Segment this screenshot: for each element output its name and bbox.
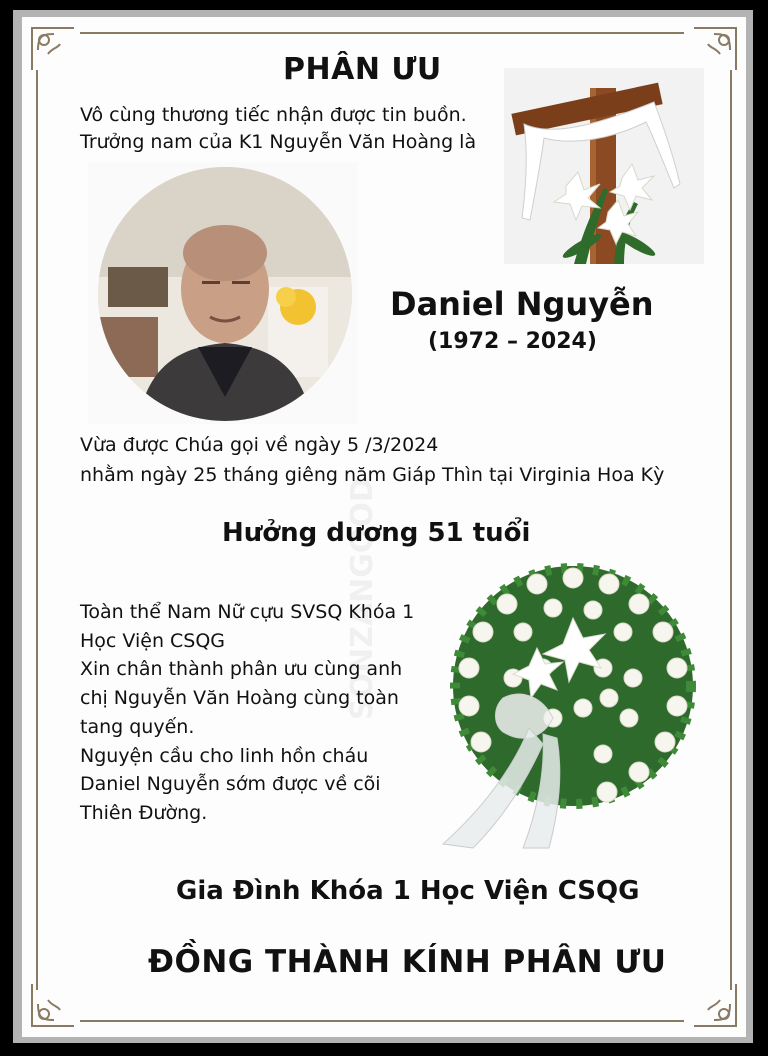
border-right-line: [730, 70, 732, 990]
watermark: SONZANGOOD: [345, 477, 380, 720]
condolence-message: [80, 598, 414, 828]
message-line: tang quyến.: [80, 715, 195, 738]
message-line: Toàn thể Nam Nữ cựu SVSQ Khóa 1: [80, 601, 415, 623]
cross-with-lilies-image: [504, 68, 704, 264]
passing-line-2: nhằm ngày 25 tháng giêng năm Giáp Thìn tại Virginia Hoa Kỳ: [80, 464, 665, 486]
intro-text: [80, 102, 476, 156]
flower-wreath-image: [433, 548, 703, 850]
closing-heading: ĐỒNG THÀNH KÍNH PHÂN ƯU: [148, 944, 667, 980]
border-bottom-line: [80, 1020, 684, 1022]
family-signature: Gia Đình Khóa 1 Học Viện CSQG: [176, 876, 640, 906]
message-line: Xin chân thành phân ưu cùng anh: [80, 658, 403, 681]
deceased-years: (1972 – 2024): [428, 329, 597, 354]
border-top-line: [80, 32, 684, 34]
message-line: Học Viện CSQG: [80, 629, 226, 652]
message-line: chị Nguyễn Văn Hoàng cùng toàn: [80, 687, 399, 710]
portrait-photo: [98, 167, 352, 421]
passing-line-1: Vừa được Chúa gọi về ngày 5 /3/2024: [80, 434, 439, 456]
corner-ornament-top-left: [24, 20, 82, 78]
intro-line-2: Trưởng nam của K1 Nguyễn Văn Hoàng là: [80, 131, 477, 153]
corner-ornament-bottom-left: [24, 976, 82, 1034]
message-line: Daniel Nguyễn sớm được về cõi: [80, 773, 381, 796]
border-left-line: [36, 70, 38, 990]
corner-ornament-bottom-right: [686, 976, 744, 1034]
message-line: Thiên Đường.: [80, 801, 208, 824]
passing-info: [80, 430, 664, 490]
age-heading: Hưởng dương 51 tuổi: [222, 518, 531, 548]
page-title: PHÂN ƯU: [283, 52, 442, 87]
message-line: Nguyện cầu cho linh hồn cháu: [80, 744, 369, 767]
deceased-name: Daniel Nguyễn: [390, 285, 654, 323]
intro-line-1: Vô cùng thương tiếc nhận được tin buồn.: [80, 104, 467, 126]
